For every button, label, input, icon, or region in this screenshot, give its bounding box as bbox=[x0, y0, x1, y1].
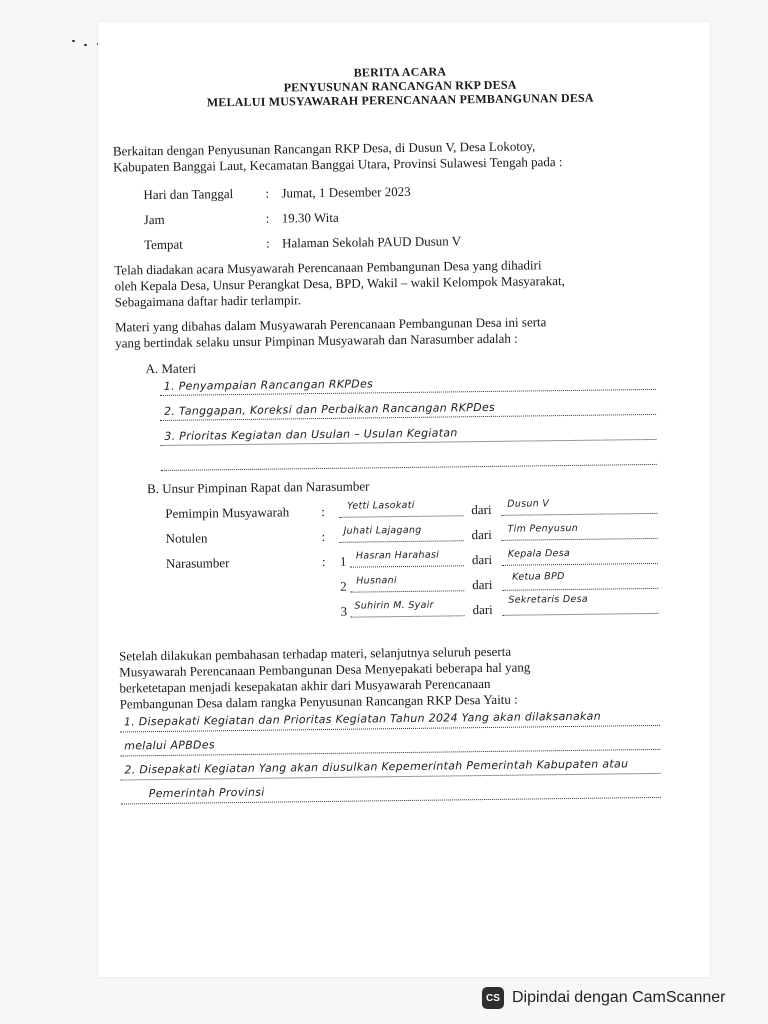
narasumber-1-line bbox=[350, 551, 464, 567]
intro-line-2: Kabupaten Banggai Laut, Kecamatan Banggai Utara, Provinsi Sulawesi Tengah pada : bbox=[112, 154, 563, 175]
label-hari-tanggal: Hari dan Tanggal bbox=[143, 186, 234, 203]
agreement-line-2 bbox=[120, 735, 660, 757]
narasumber-1-from: Kepala Desa bbox=[507, 547, 571, 560]
agreement-1: 1. Disepakati Kegiatan dan Prioritas Kegiatan Tahun 2024 Yang akan dilaksanakan bbox=[123, 709, 602, 729]
materi-item-1: 1. Penyampaian Rancangan RKPDes bbox=[163, 377, 374, 393]
materi-heading: A. Materi bbox=[145, 360, 197, 377]
intro-line-1: Berkaitan dengan Penyusunan Rancangan RKP Desa, di Dusun V, Desa Lokotoy, bbox=[112, 138, 536, 159]
notulen-name: Juhati Lajagang bbox=[343, 524, 422, 537]
para2-line-1: Materi yang dibahas dalam Musyawarah Perencanaan Pembangunan Desa ini serta bbox=[114, 314, 547, 335]
closing-line-3: berketetapan menjadi kesepakatan akhir dari Musyawarah Perencanaan bbox=[119, 675, 491, 696]
colon: : bbox=[321, 528, 326, 545]
value-tempat: Halaman Sekolah PAUD Dusun V bbox=[281, 233, 462, 251]
para1-line-2: oleh Kepala Desa, Unsur Perangkat Desa, BPD, Wakil – wakil Kelompok Masyarakat, bbox=[114, 273, 565, 294]
materi-item-3: 3. Prioritas Kegiatan dan Usulan – Usulan Kegiatan bbox=[164, 426, 458, 443]
dari-label: dari bbox=[471, 526, 492, 543]
dari-label: dari bbox=[471, 501, 492, 518]
dari-label: dari bbox=[472, 601, 493, 618]
agreement-line-3 bbox=[120, 759, 660, 781]
agreement-1-cont: melalui APBDes bbox=[124, 738, 215, 753]
agreement-line-1 bbox=[120, 711, 660, 733]
label-tempat: Tempat bbox=[143, 236, 183, 253]
materi-line-3 bbox=[160, 425, 656, 446]
materi-line-blank bbox=[161, 450, 657, 471]
pemimpin-name: Yetti Lasokati bbox=[347, 499, 415, 512]
unsur-heading: B. Unsur Pimpinan Rapat dan Narasumber bbox=[146, 478, 370, 497]
colon: : bbox=[265, 235, 270, 251]
narasumber-num-2: 2 bbox=[340, 578, 347, 594]
narasumber-2-name: Husnani bbox=[356, 575, 397, 587]
value-hari-tanggal: Jumat, 1 Desember 2023 bbox=[281, 183, 411, 201]
closing-line-1: Setelah dilakukan pembahasan terhadap materi, selanjutnya seluruh peserta bbox=[118, 643, 512, 664]
label-jam: Jam bbox=[143, 211, 165, 228]
colon: : bbox=[265, 210, 270, 226]
para1-line-3: Sebagaimana daftar hadir terlampir. bbox=[114, 292, 302, 310]
agreement-2: 2. Disepakati Kegiatan Yang akan diusulkan Kepemerintah Pemerintah Kabupaten atau bbox=[124, 757, 629, 777]
narasumber-3-line bbox=[350, 601, 464, 617]
narasumber-2-from-line bbox=[502, 571, 658, 591]
agreement-2-cont: Pemerintah Provinsi bbox=[148, 785, 265, 801]
colon: : bbox=[321, 503, 326, 520]
closing-line-2: Musyawarah Perencanaan Pembangunan Desa Menyepakati beberapa hal yang bbox=[119, 659, 531, 680]
notulen-line bbox=[340, 526, 464, 543]
narasumber-3-from: Sekretaris Desa bbox=[508, 593, 589, 606]
colon: : bbox=[265, 185, 270, 201]
para2-line-2: yang bertindak selaku unsur Pimpinan Musyawarah dan Narasumber adalah : bbox=[115, 330, 518, 351]
doc-title-1: BERITA ACARA bbox=[353, 64, 447, 80]
notulen-from-line bbox=[501, 524, 657, 541]
narasumber-3-name: Suhirin M. Syair bbox=[354, 599, 434, 612]
pemimpin-line bbox=[339, 501, 463, 518]
narasumber-1-from-line bbox=[502, 549, 658, 566]
narasumber-num-1: 1 bbox=[339, 553, 347, 569]
narasumber-num-3: 3 bbox=[340, 603, 348, 619]
materi-line-1 bbox=[160, 375, 656, 396]
dari-label: dari bbox=[472, 576, 493, 593]
agreement-line-4 bbox=[121, 783, 661, 805]
para1-line-1: Telah diadakan acara Musyawarah Perencanaan Pembangunan Desa yang dihadiri bbox=[114, 257, 542, 278]
narasumber-2-from: Ketua BPD bbox=[512, 571, 565, 583]
document-page bbox=[98, 22, 710, 977]
camscanner-icon: CS bbox=[482, 987, 504, 1009]
narasumber-2-line bbox=[350, 576, 464, 592]
label-notulen: Notulen bbox=[165, 530, 208, 546]
pemimpin-from: Dusun V bbox=[507, 498, 550, 510]
camscanner-watermark bbox=[482, 983, 752, 1013]
label-pemimpin: Pemimpin Musyawarah bbox=[165, 504, 290, 521]
colon: : bbox=[321, 553, 326, 570]
doc-title-2: PENYUSUNAN RANCANGAN RKP DESA bbox=[283, 77, 517, 95]
narasumber-1-name: Hasran Harahasi bbox=[355, 549, 440, 562]
dari-label: dari bbox=[471, 551, 493, 568]
closing-line-4: Pembangunan Desa dalam rangka Penyusunan Rancangan RKP Desa Yaitu : bbox=[119, 691, 518, 712]
pemimpin-from-line bbox=[501, 499, 657, 516]
camscanner-text: Dipindai dengan CamScanner bbox=[512, 989, 726, 1006]
value-jam: 19.30 Wita bbox=[281, 209, 339, 226]
label-narasumber: Narasumber bbox=[165, 555, 230, 571]
narasumber-3-from-line bbox=[502, 593, 658, 616]
materi-item-2: 2. Tanggapan, Koreksi dan Perbaikan Rancangan RKPDes bbox=[163, 400, 496, 418]
notulen-from: Tim Penyusun bbox=[507, 522, 579, 535]
materi-line-2 bbox=[160, 400, 656, 421]
doc-title-3: MELALUI MUSYAWARAH PERENCANAAN PEMBANGUNAN DESA bbox=[206, 90, 594, 110]
